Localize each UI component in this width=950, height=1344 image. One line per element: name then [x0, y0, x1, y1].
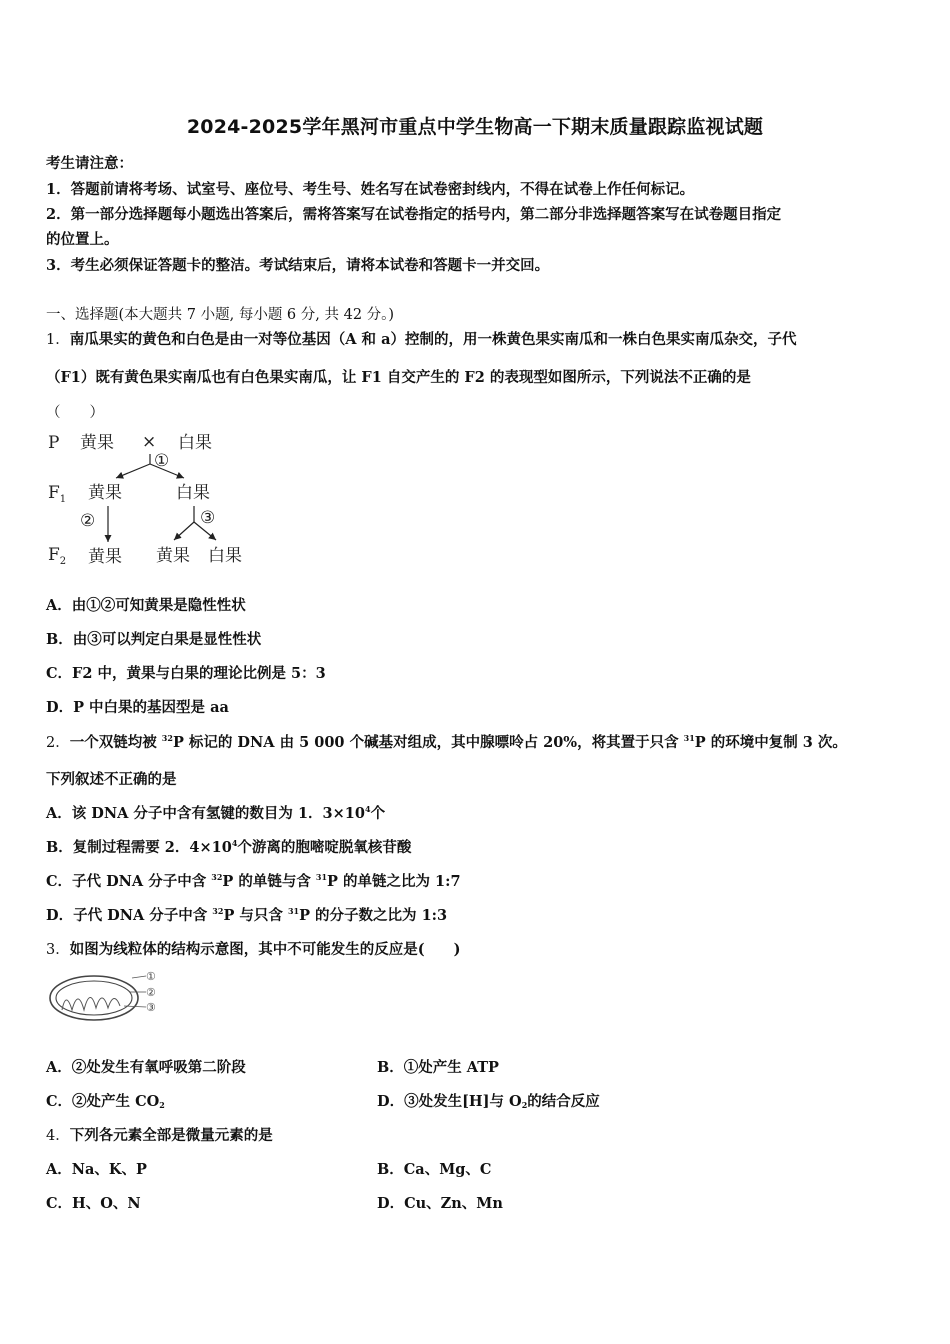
- notice-item: 2．第一部分选择题每小题选出答案后，需将答案写在试卷指定的括号内，第二部分非选择题答案写在试卷题目指定: [46, 206, 782, 223]
- answer-paren: （ ）: [46, 405, 104, 421]
- p-yellow: 黄果: [80, 433, 114, 453]
- genetics-cross-diagram: [44, 426, 264, 576]
- option-c[interactable]: C．H、O、N: [46, 1195, 141, 1212]
- step-3-marker: ③: [200, 508, 216, 528]
- question-1-line1: 1．南瓜果实的黄色和白色是由一对等位基因（A 和 a）控制的，用一株黄色果实南瓜和一株白色果实南瓜杂交，子代: [46, 331, 797, 348]
- f2-white: 白果: [208, 546, 242, 566]
- option-b[interactable]: B．①处产生 ATP: [377, 1059, 499, 1076]
- notice-item: 1．答题前请将考场、试室号、座位号、考生号、姓名写在试卷密封线内，不得在试卷上作任何标记。: [46, 181, 695, 198]
- notice-item: 3．考生必须保证答题卡的整洁。考试结束后，请将本试卷和答题卡一并交回。: [46, 257, 550, 274]
- notice-item: 的位置上。: [46, 231, 119, 248]
- question-2-line1: 2．一个双链均被 $^{32}$P 标记的 DNA 由 5 000 个碱基对组成，其中腺嘌呤占 20%，将其置于只含 $^{31}$P 的环境中复制 3 次。: [46, 733, 847, 751]
- option-d[interactable]: D．Cu、Zn、Mn: [377, 1195, 503, 1212]
- f2-label: $F_2$: [48, 545, 67, 567]
- label-3: ③: [146, 1001, 156, 1014]
- cross-symbol: ×: [142, 432, 157, 452]
- option-a[interactable]: A．由①②可知黄果是隐性性状: [46, 597, 246, 614]
- p-white: 白果: [178, 433, 212, 453]
- mitochondrion-diagram: [44, 966, 174, 1028]
- option-d[interactable]: D．子代 DNA 分子中含 $^{32}$P 与只含 $^{31}$P 的分子数之比为 1:3: [46, 906, 448, 924]
- notice-heading: 考生请注意：: [46, 155, 133, 172]
- f1-label: $F_1$: [48, 483, 67, 505]
- option-a[interactable]: A．Na、K、P: [46, 1161, 147, 1178]
- question-number: 1．: [46, 332, 70, 348]
- question-4-stem: 4．下列各元素全部是微量元素的是: [46, 1127, 273, 1144]
- option-c[interactable]: C．②处产生 $CO_2$: [46, 1093, 165, 1110]
- label-2: ②: [146, 986, 156, 999]
- step-1-marker: ①: [154, 451, 170, 471]
- option-b[interactable]: B．由③可以判定白果是显性性状: [46, 631, 262, 648]
- section-heading: 一、选择题(本大题共 7 小题, 每小题 6 分, 共 42 分。): [46, 307, 395, 323]
- p-label: P: [48, 433, 60, 453]
- option-c[interactable]: C．子代 DNA 分子中含 $^{32}$P 的单链与含 $^{31}$P 的单链之比为 1:7: [46, 872, 461, 890]
- label-1: ①: [146, 970, 156, 983]
- option-b[interactable]: B．Ca、Mg、C: [377, 1161, 492, 1178]
- option-c[interactable]: C．F2 中，黄果与白果的理论比例是 5：3: [46, 665, 326, 682]
- question-2-line2: 下列叙述不正确的是: [46, 771, 177, 788]
- option-d[interactable]: D．P 中白果的基因型是 aa: [46, 699, 229, 716]
- page-title: 2024-2025学年黑河市重点中学生物高一下期末质量跟踪监视试题: [186, 116, 764, 138]
- f1-white: 白果: [176, 483, 210, 503]
- f1-yellow: 黄果: [88, 483, 122, 503]
- option-d[interactable]: D．③处发生[H]与 $O_2$的结合反应: [377, 1093, 600, 1110]
- question-3-stem: 3．如图为线粒体的结构示意图，其中不可能发生的反应是( ): [46, 941, 461, 958]
- f2-yellow: 黄果: [88, 547, 122, 567]
- option-a[interactable]: A．②处发生有氧呼吸第二阶段: [46, 1059, 246, 1076]
- step-2-marker: ②: [80, 511, 96, 531]
- f2-yellow-2: 黄果: [156, 546, 190, 566]
- option-a[interactable]: A．该 DNA 分子中含有氢键的数目为 1．$3\times 10^4$个: [46, 804, 386, 822]
- question-1-line2: （F1）既有黄色果实南瓜也有白色果实南瓜，让 F1 自交产生的 F2 的表现型如图所示，下列说法不正确的是: [46, 369, 751, 386]
- option-b[interactable]: B．复制过程需要 2．$4\times 10^4$个游离的胞嘧啶脱氧核苷酸: [46, 838, 412, 856]
